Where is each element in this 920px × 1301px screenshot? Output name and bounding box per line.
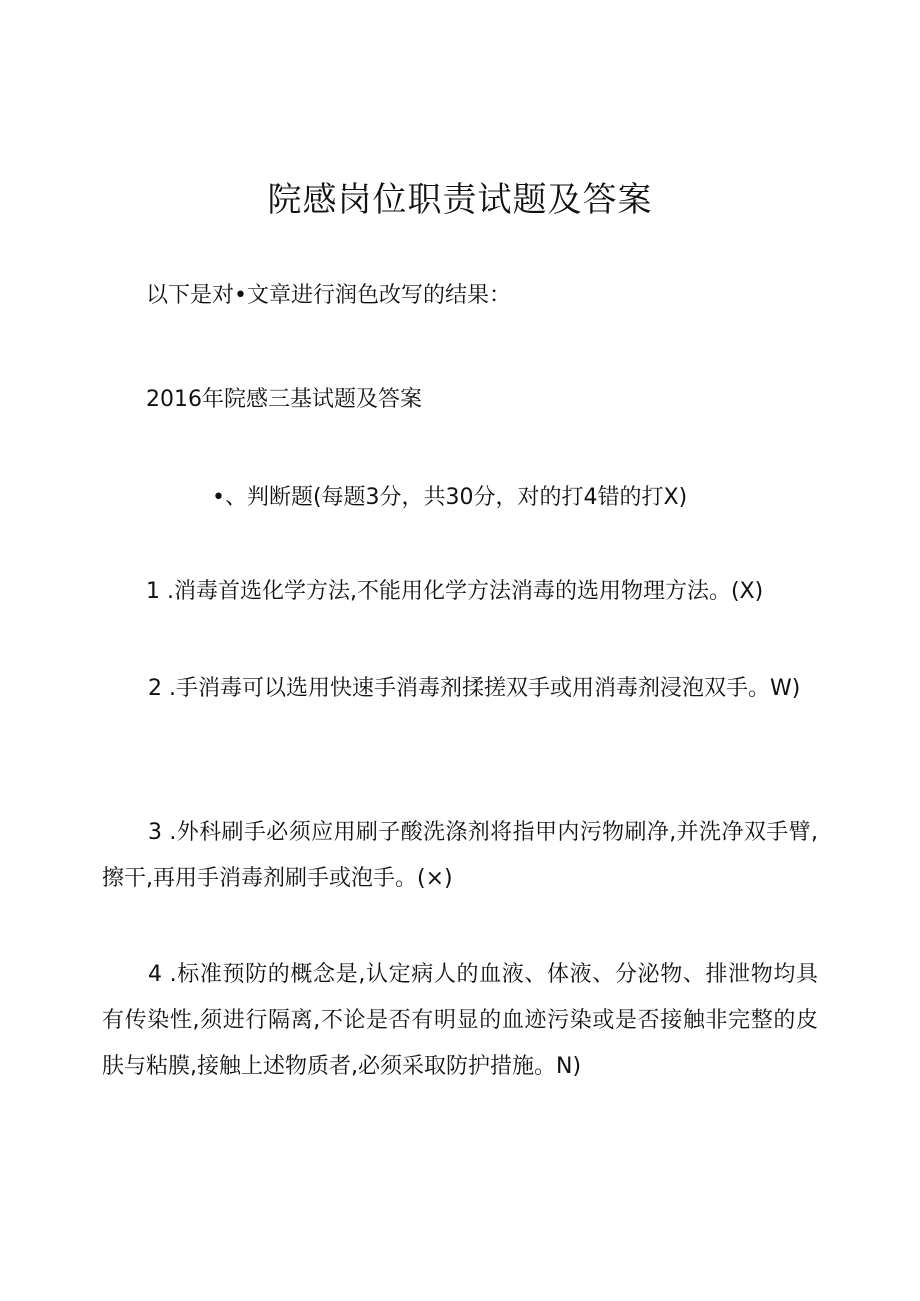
intro-text: 以下是对•文章进行润色改写的结果： <box>146 283 511 308</box>
subtitle-text: 2016年院感三基试题及答案 <box>146 387 422 412</box>
question-2: 2 .手消毒可以选用快速手消毒剂揉搓双手或用消毒剂浸泡双手。W) <box>148 676 801 701</box>
section-heading: •、判断题(每题3分，共30分，对的打4错的打X) <box>212 485 688 510</box>
question-1: 1 .消毒首选化学方法,不能用化学方法消毒的选用物理方法。(X) <box>146 579 764 604</box>
document-title: 院感岗位职责试题及答案 <box>267 180 653 220</box>
question-4: 4 .标准预防的概念是,认定病人的血液、体液、分泌物、排泄物均具有传染性,须进行隔离,不论是否有明显的血迹污染或是否接触非完整的皮肤与粘膜,接触上述物质者,必须采取防护措施。N) <box>102 962 818 1079</box>
question-3: 3 .外科刷手必须应用刷子酸洗涤剂将指甲内污物刷净,并洗净双手臂,擦干,再用手消毒剂刷手或泡手。(×) <box>102 820 818 891</box>
